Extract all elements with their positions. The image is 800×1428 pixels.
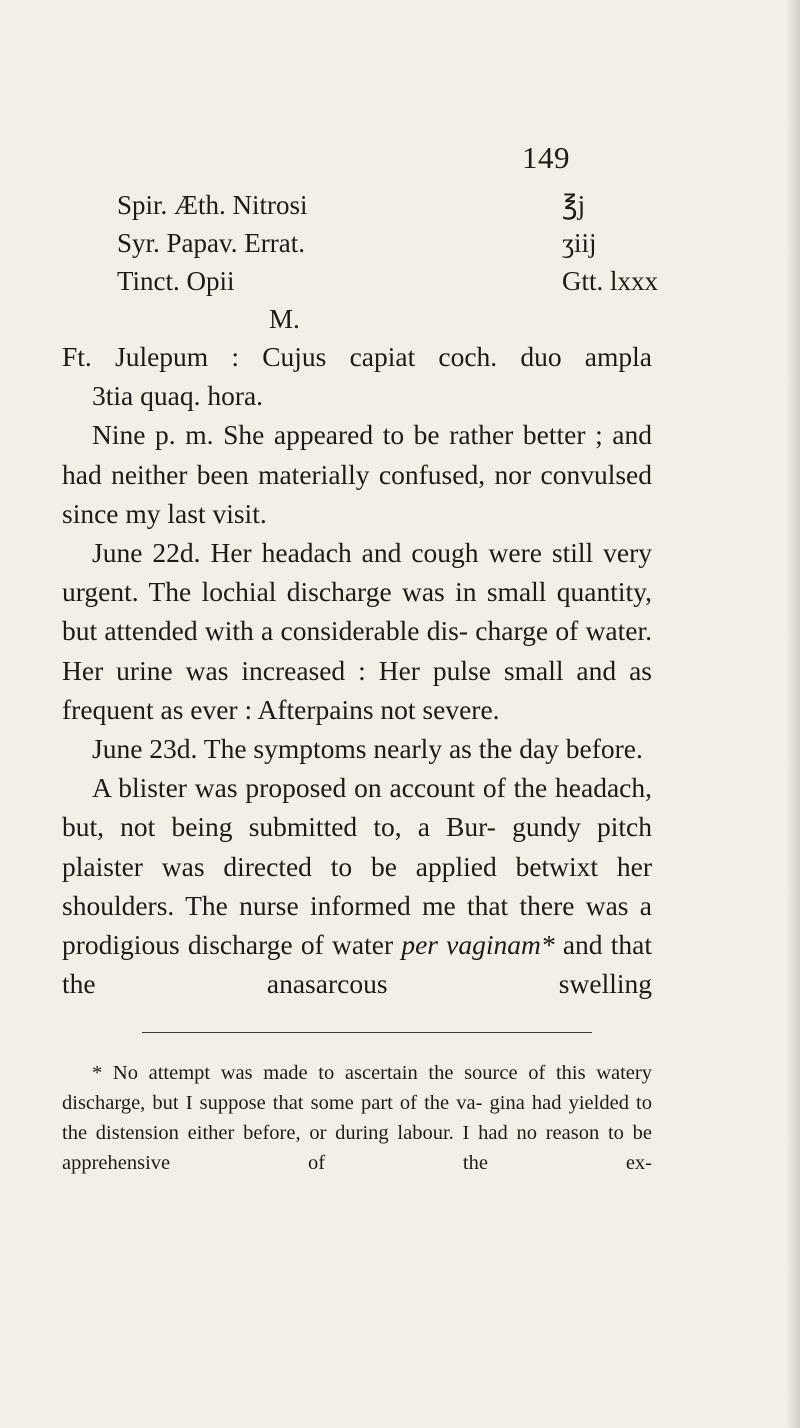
prescription-ingredient: Tinct. Opii — [117, 266, 235, 296]
prescription-ingredient: Syr. Papav. Errat. — [117, 228, 305, 258]
prescription-row — [117, 262, 717, 300]
prescription-dose: ʒiij — [562, 228, 597, 258]
june-23-text: June 23d. The symptoms nearly as the day before. — [92, 733, 643, 765]
blister-text-end: and that the anasarcous swelling — [62, 929, 652, 1000]
prescription-dose: Gtt. lxxx — [562, 266, 659, 296]
prescription-mix: M. — [269, 304, 300, 334]
paragraph-julepum — [62, 337, 652, 376]
prescription-mix-row — [117, 300, 717, 338]
prescription-dose: ℥j — [562, 190, 586, 220]
paragraph-nine-pm — [62, 415, 652, 533]
prescription-row — [117, 224, 717, 262]
footnote-divider — [142, 1032, 592, 1033]
paragraph-june-22 — [62, 533, 652, 729]
nine-pm-text: Nine p. m. She appeared to be rather better ; and had neither been materially confused, nor convulsed since my last visit. — [62, 419, 652, 529]
footnote — [62, 1058, 652, 1178]
paragraph-blister — [62, 768, 652, 1003]
julepum-line-1: Ft. Julepum : Cujus capiat coch. duo ampla — [62, 341, 652, 372]
footnote-text: * No attempt was made to ascertain the source of this watery discharge, but I suppose that some part of the va- gina had yielded to the distension either before, or during labour. I had no reason to be apprehensive of the ex- — [62, 1062, 652, 1174]
prescription-row — [117, 186, 717, 224]
prescription-ingredient: Spir. Æth. Nitrosi — [117, 190, 308, 220]
italic-per-vaginam: per vaginam* — [401, 929, 555, 961]
prescription — [117, 186, 717, 338]
page-number: 149 — [522, 140, 570, 175]
page-edge-shadow — [786, 0, 800, 1428]
blister-text: A blister was proposed on account of the headach, but, not being submitted to, a Bur- gundy pitch plaister was directed to be applied betwixt her shoulders. The nurse informed me that there was a prodigious discharge of water — [62, 772, 652, 961]
main-text — [62, 337, 652, 1003]
june-22-text: June 22d. Her headach and cough were still very urgent. The lochial discharge was in small quantity, but attended with a considerable dis- charge of water. Her urine was increased : Her pulse small and as frequent as ever : Afterpains not severe. — [62, 537, 652, 725]
julepum-line-2: 3tia quaq. hora. — [92, 380, 264, 412]
paragraph-june-23 — [62, 729, 652, 768]
paragraph-julepum-cont — [62, 376, 652, 415]
